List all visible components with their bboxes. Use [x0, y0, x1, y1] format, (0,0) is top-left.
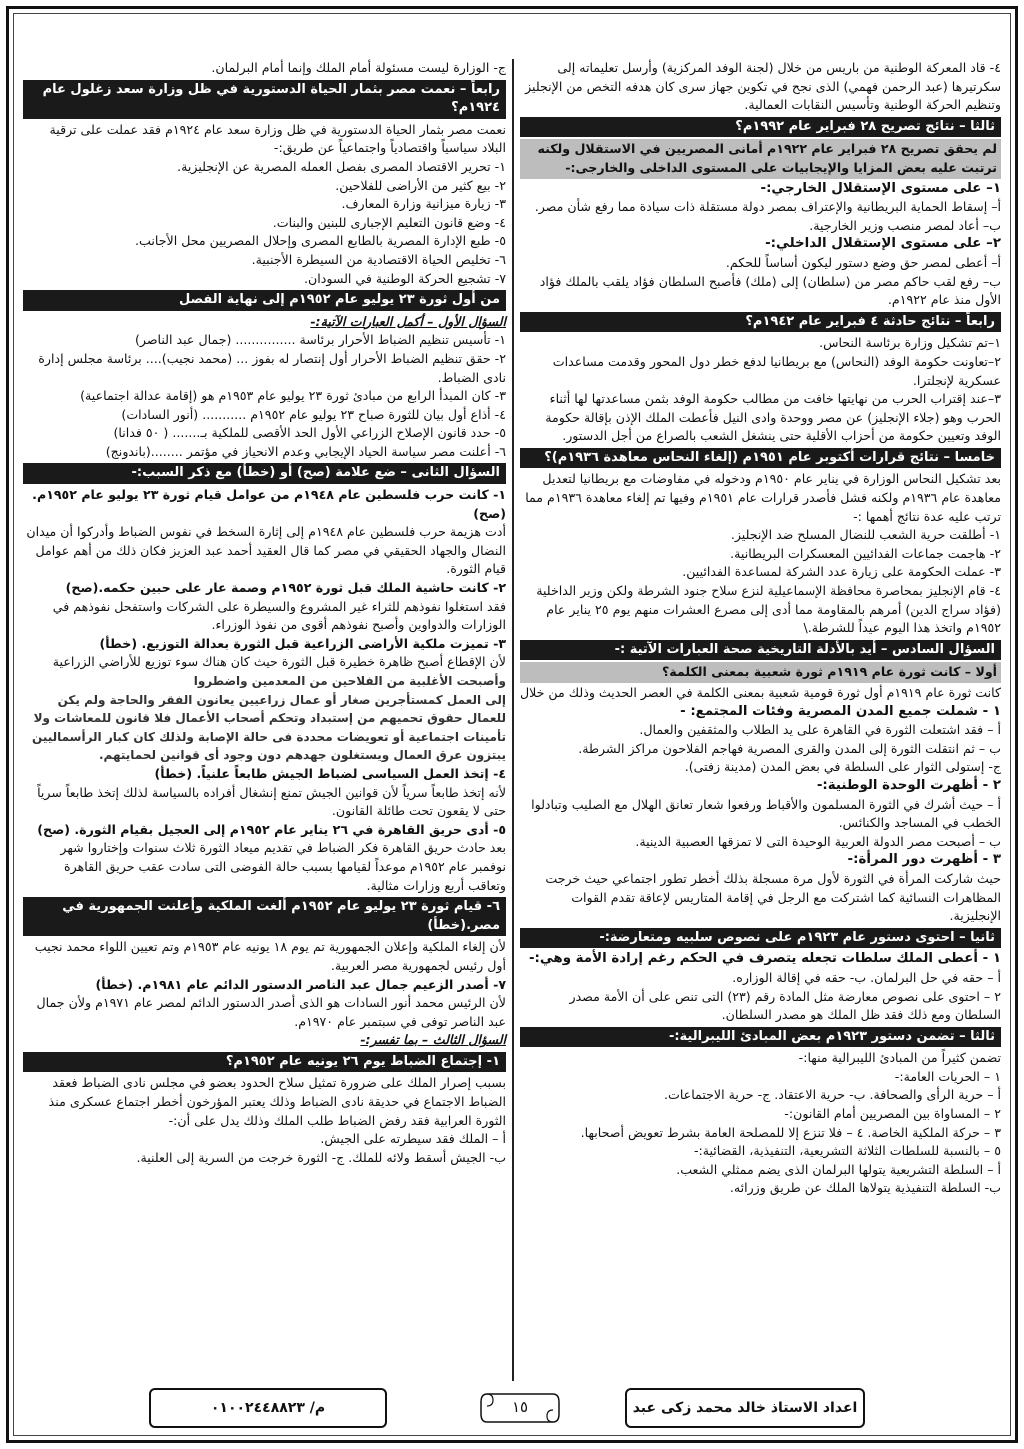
- left-column-line: رابعاً – نعمت مصر بثمار الحياة الدستورية في ظل وزارة سعد زغلول عام ١٩٢٤م؟: [23, 80, 506, 119]
- left-column-line: ١- كانت حرب فلسطين عام ١٩٤٨م من عوامل قيام ثورة ٢٣ يوليو عام ١٩٥٢م.(صح): [32, 487, 506, 521]
- right-column-line: ٣- عملت الحكومة على زيارة عدد الشركة لمساعدة الفدائيين.: [682, 564, 1001, 580]
- phone-box: [149, 1388, 387, 1428]
- right-column-line: ب – ثم انتقلت الثورة إلى المدن والقرى المصرية فهاجم الفلاحون مراكز الشرطة.: [578, 740, 1001, 756]
- left-column-line: ٢- كانت حاشية الملك قبل ثورة ١٩٥٢م وصمة عار على حبين حكمه.(صح): [65, 580, 506, 596]
- left-column-line: لأنه إتخذ طابعاً سرياً لأن قوانين الجيش تمنع إنشغال أفراده بالسياسة لذلك إتخذ طابعاً سرياً حتى لا يقعون تحت طائلة القانون.: [37, 784, 506, 819]
- right-column-line: ثالثا – نتائج تصريح ٢٨ فبراير عام ١٩٩٢م؟: [520, 117, 1001, 138]
- left-column-line: أدت هزيمة حرب فلسطين عام ١٩٤٨م إلى إثارة السخط في نفوس الضباط وأدركوا أن ميدان النضال والجهاد الحقيقي في مصر كما قال العقيد أحمد عبد العزيز فكان ذلك من أهم عوامل قيام الثورة.: [26, 524, 506, 577]
- right-column-line: ٢–تعاونت حكومة الوفد (النحاس) مع بريطانيا لدفع خطر دول المحور وقدمت مساعدات عسكرية لإنجلترا.: [552, 353, 1001, 388]
- right-column-line: كانت ثورة عام ١٩١٩م أول ثورة قومية شعبية بمعنى الكلمة في العصر الحديث وذلك من خلال: [519, 685, 1001, 700]
- left-column-line: ج- الوزارة ليست مسئولة أمام الملك وإنما أمام البرلمان.: [211, 60, 506, 75]
- left-column-line: لأن الإقطاع أصبح ظاهرة خطيرة قبل الثورة حيث كان هناك سوء توزيع للأراضي الزراعية: [52, 654, 506, 670]
- author-name: اعداد الاستاذ خالد محمد زكى عبد: [632, 1400, 858, 1416]
- right-column-line: ثالثا – تضمن دستور ١٩٢٣م بعض المبادئ الليبرالية:-: [520, 1027, 1001, 1048]
- right-column-line: بعد تشكيل النحاس الوزارة في يناير عام ١٩٥٠م ودخوله في مفاوضات مع بريطانيا لتعديل معاهدة عام ١٩٣٦م ولكنه فشل فأصدر قرارات عام ١٩٥١م وفيها تم إلغاء معاهدة ١٩٣٦م مما ترتب عليه عدة نتائج أهمها :-: [525, 471, 1001, 524]
- left-column-line: السؤال الثانى – ضع علامة (صح) أو (خطأ) مع ذكر السبب:-: [23, 463, 506, 484]
- author-box: [625, 1388, 865, 1428]
- left-column-line: ٣- زيارة ميزانية وزارة المعارف.: [341, 196, 506, 212]
- right-column-line: ٢ - أظهرت الوحدة الوطنية:-: [816, 777, 1001, 793]
- right-column: [512, 59, 1007, 1381]
- left-column-line: ٧- تشجيع الحركة الوطنية في السودان.: [303, 270, 506, 286]
- left-column-line: بعد حادث حريق القاهرة فكر الضباط في تقديم ميعاد الثورة ثلاث سنوات وإختاروا شهر نوفمبر عام ١٩٥٢م موعداً لقيامها بسبب حالة الفوضى التى سادت عقب حريق القاهرة وتعاقب أربع وزارات مثالية.: [60, 840, 506, 893]
- right-column-line: ٤- قاد المعركة الوطنية من باريس من خلال (لجنة الوفد المركزية) وأرسل تعليماته إلى سكرتيرها (عبد الرحمن فهمي) الذى نجح في تكوين جهاز سرى كان هدفه التخص من الإنجليز وتنظيم الحركة الوطنية وتأسيس النقابات العمالية.: [525, 60, 1001, 113]
- left-column-line: ١- تحرير الاقتصاد المصرى بفصل العمله المصرية عن الإنجليزية.: [177, 158, 506, 174]
- right-column-line: رابعاً – نتائج حادثة ٤ فبراير عام ١٩٤٢م؟: [520, 312, 1001, 333]
- left-column-line: ٦- تخليص الحياة الاقتصادية من السيطرة الأجنبية.: [251, 251, 506, 267]
- two-column-body: [17, 59, 1007, 1381]
- right-column-line: أ– إسقاط الحماية البريطانية والإعتراف بمصر دولة مستقلة ذات سيادة مما رفع شأن مصر.: [534, 199, 1001, 215]
- left-column-line: ب- الجيش أسقط ولائه للملك. ج- الثورة خرجت من السرية إلى العلنية.: [136, 1149, 506, 1165]
- left-column-line: ٦- قيام ثورة ٢٣ يوليو عام ١٩٥٢م ألغت الملكية وأعلنت الجمهورية في مصر.(خطأ): [23, 897, 506, 936]
- left-column-line: لأن الرئيس محمد أنور السادات هو الذى أصدر الدستور الدائم لمصر عام ١٩٧١م ولأن جمال عبد الناصر توفى في سبتمبر عام ١٩٧٠م.: [36, 995, 506, 1029]
- left-column-line: ٤- أذاع أول بيان للثورة صباح ٢٣ يوليو عام ١٩٥٢م ........... (أنور السادات): [121, 406, 506, 422]
- right-column-line: ج- إستولى الثوار على السلطة في بعض المدن (مدينة زفتى).: [684, 759, 1001, 775]
- phone-number: م/ ٠١٠٠٢٤٤٨٨٢٣: [210, 1400, 326, 1416]
- left-column-line: السؤال الأول – أكمل العبارات الآتية:-: [310, 313, 506, 329]
- left-column-line: ٥- أدى حريق القاهرة في ٢٦ يناير عام ١٩٥٢م إلى العجيل بقيام الثورة. (صح): [37, 821, 506, 837]
- worksheet-page: [6, 6, 1018, 1443]
- right-column-line: حيث شاركت المرأة في الثورة لأول مرة مسجلة بذلك أخطر تطور اجتماعي حيث خرجت المظاهرات النسائية كما اشتركت مع الرجل في إقامة المتاريس لإعاقة تقدم القوات الإنجليزية.: [545, 870, 1001, 924]
- right-column-line: ٢ – المساواة بين المصريين أمام القانون:-: [784, 1106, 1001, 1122]
- left-column-line: ٣- تميزت ملكية الأراضى الزراعية قبل الثورة بعدالة التوزيع. (خطأ): [99, 635, 506, 651]
- page-number-scroll: [477, 1388, 563, 1428]
- left-column-line: فقد استغلوا نفوذهم للثراء غير المشروع والسيطرة على الشركات واستفحل نفوذهم في الوزارات والدواوين وأصبح نفوذهم أقوى من نفوذ الوزراء.: [52, 598, 506, 633]
- right-column-line: ثانيا – احتوى دستور عام ١٩٢٣م على نصوص سلبيه ومتعارضة:-: [520, 928, 1001, 949]
- left-column-line: إلى العمل كمستأجرين صغار أو عمال زراعيين يعانون الفقر والحاجة ولم يكن للعمال حقوق تحميهم من إستبداد وتحكم أصحاب الأعمال فلا قانون للمعاشات ولا تأمينات اجتماعية أو تعويضات محددة فى حالة الإصابة ولذلك كان كبار الرأسماليين يبتزون عرق العمال ويستغلون جهدهم دون وجود أى قوانين لحمايتهم.: [32, 692, 506, 763]
- left-column-line: ٢- حقق تنظيم الضباط الأحرار أول إنتصار له بفوز ... (محمد نجيب).... برئاسة مجلس إدارة نادى الضباط.: [38, 350, 506, 385]
- left-column-line: لأن إلغاء الملكية وإعلان الجمهورية تم يوم ١٨ يونيه عام ١٩٥٣م وتم تعيين اللواء محمد نجيب أول رئيس لجمهورية مصر العربية.: [34, 939, 506, 973]
- right-column-line: تضمن كثيراً من المبادئ الليبرالية منها:-: [798, 1050, 1001, 1066]
- left-column-line: ٤- وضع قانون التعليم الإجبارى للبنين والبنات.: [272, 214, 506, 230]
- right-column-line: أ – حيث أشرك في الثورة المسلمون والأقباط ورفعوا شعار تعانق الهلال مع الصليب وتبادلوا الخطب في المساجد والكنائس.: [531, 796, 1001, 831]
- left-column-line: ٥- حدد قانون الإصلاح الزراعي الأول الحد الأقصى للملكية بـ....... ( ٥٠ فدانا): [113, 425, 506, 441]
- right-column-line: ٢- هاجمت جماعات الفدائيين المعسكرات البريطانية.: [730, 545, 1001, 561]
- page-number: ١٥: [511, 1398, 529, 1416]
- right-column-line: أ – حقه في حل البرلمان. ب- حقه في إقالة الوزاره.: [732, 969, 1001, 985]
- left-column-line: ٤- إتخذ العمل السياسى لضباط الجيش طابعاً علنياً. (خطأ): [154, 765, 506, 781]
- right-column-line: ٢– على مستوى الإستقلال الداخلي:-: [765, 236, 1001, 252]
- right-column-line: أ – السلطة التشريعية يتولها البرلمان الذى يضم ممثلي الشعب.: [676, 1161, 1001, 1177]
- right-column-line: ٣ - أظهرت دور المرأة:-: [847, 852, 1001, 868]
- right-column-line: ١ – الحريات العامة:-: [894, 1068, 1001, 1084]
- right-column-line: ٤- قام الإنجليز بمحاصرة محافظة الإسماعيلية لنزع سلاح جنود الشرطة ولكن وزير الداخلية (فؤاد سراج الدين) أمرهم بالمقاومة مما أدى إلى مصرع العشرات منهم يوم ٢٥ يناير عام ١٩٥٢م واتخذ هذا اليوم عيداً للشرطة.\: [536, 583, 1001, 636]
- left-column: [17, 59, 512, 1381]
- right-column-line: ١– على مستوى الإستقلال الخارجي:-: [760, 180, 1001, 196]
- right-column-line: أ – حرية الرأى والصحافة. ب- حرية الاعتقاد. ج- حرية الاجتماعات.: [663, 1087, 1001, 1103]
- left-column-line: ٥- طبع الإدارة المصرية بالطابع المصرى وإحلال المصريين محل الأجانب.: [135, 233, 506, 249]
- page-footer: [9, 1388, 1015, 1430]
- right-column-line: ب– أعاد لمصر منصب وزير الخارجية.: [809, 217, 1001, 233]
- left-column-line: نعمت مصر بثمار الحياة الدستورية في ظل وزارة سعد عام ١٩٢٤م فقد عملت على ترقية البلاد سياسياً واقتصادياً واجتماعياً عن طريق:-: [49, 121, 506, 156]
- right-column-line: خامسا – نتائج قرارات أكتوبر عام ١٩٥١م (إلغاء النحاس معاهدة ١٩٣٦م)؟: [520, 448, 1001, 469]
- right-column-line: ب- السلطة التنفيذية يتولاها الملك عن طريق وزرائه.: [729, 1180, 1001, 1196]
- right-column-line: ١ - شملت جميع المدن المصرية وفئات المجتمع: -: [680, 703, 1001, 719]
- left-column-line: أ – الملك فقد سيطرته على الجيش.: [320, 1131, 506, 1147]
- right-column-line: أ– أعطى لمصر حق وضع دستور ليكون أساساً للحكم.: [725, 254, 1001, 270]
- left-column-line: ٧- أصدر الزعيم جمال عبد الناصر الدستور الدائم عام ١٩٨١م. (خطأ): [95, 976, 506, 992]
- left-column-line: ٣- كان المبدأ الرابع من مبادئ ثورة ٢٣ يوليو عام ١٩٥٣م هو (إقامة عدالة اجتماعية): [80, 388, 506, 404]
- left-column-line: ٦- أعلنت مصر سياسة الحياد الإيجابي وعدم الانحياز في مؤتمر ........(باندونج): [105, 443, 506, 459]
- left-column-line: وأصبحت الأغلبية من الفلاحين من المعدمين واضطروا: [193, 674, 506, 688]
- right-column-line: ١–تم تشكيل وزارة برئاسة النحاس.: [819, 335, 1001, 351]
- left-column-line: السؤال الثالث – بما تفسر:-: [360, 1032, 506, 1048]
- right-column-line: ٢ – احتوى على نصوص معارضة مثل المادة رقم (٢٣) التى تنص على أن الأمة مصدر السلطان ومع ذلك فقد ظل الملك هو مصدر السلطان.: [569, 988, 1001, 1023]
- right-column-line: ٣ – حركة الملكية الخاصة. ٤ – فلا تنزع إلا للمصلحة العامة بشرط تعويض أصحابها.: [580, 1124, 1001, 1140]
- right-column-line: ١- أطلقت حرية الشعب للنضال المسلح ضد الإنجليز.: [730, 527, 1001, 543]
- right-column-line: لم يحقق تصريح ٢٨ فبراير عام ١٩٢٢م أمانى المصريين في الاستقلال ولكنه ترتبت عليه بعض المزايا والإيجابيات على المستوى الداخلى والخارجى:-: [520, 139, 1001, 178]
- right-column-line: ٣–عند إقتراب الحرب من نهايتها خافت من مطالب حكومة الوفد بثمن مساعدتها لها أثناء الحرب وهو (جلاء الإنجليز) عن مصر ووحدة وادى النيل فأعطت الملك الإذن بإقالة حكومة الوفد وتعيين حكومة من أحزاب الأقلية حتى ينشغل الشعب بالصراع من أجل الدستور.: [545, 391, 1001, 444]
- left-column-line: ١- تأسيس تنظيم الضباط الأحرار برئاسة ............... (جمال عبد الناصر): [134, 332, 506, 348]
- right-column-line: ٥ – بالنسبة للسلطات الثلاثة التشريعية، التنفيذية، القضائية:-: [693, 1143, 1001, 1159]
- right-column-line: ١ - أعطى الملك سلطات تجعله يتصرف في الحكم رغم إرادة الأمة وهي:-: [528, 951, 1001, 967]
- left-column-line: من أول ثورة ٢٣ يوليو عام ١٩٥٢م إلى نهاية الفصل: [23, 290, 506, 311]
- right-column-line: السؤال السادس – أيد بالأدلة التاريخية صحة العبارات الآتية :-: [520, 640, 1001, 661]
- right-column-line: ب– رفع لقب حاكم مصر من (سلطان) إلى (ملك) فأصبح السلطان فؤاد يلقب بالملك فؤاد الأول منذ عام ١٩٢٢م.: [539, 273, 1001, 308]
- left-column-line: ١- إجتماع الضباط يوم ٢٦ يونيه عام ١٩٥٢م؟: [23, 1052, 506, 1073]
- left-column-line: بسبب إصرار الملك على ضرورة تمثيل سلاح الحدود بعضو في مجلس نادى الضباط فعقد الضباط الاجتماع في حديقة نادى الضباط وذلك يعتبر المؤرخون أخطر اجتماع عسكرى منذ الثورة العرابية فقد رفض الضباط طلب الملك وذلك يدل على أن:-: [48, 1075, 506, 1128]
- left-column-line: ٢- بيع كثير من الأراضى للفلاحين.: [335, 177, 506, 193]
- right-column-line: أولا – كانت ثورة عام ١٩١٩م ثورة شعبية بمعنى الكلمة؟: [520, 662, 1001, 683]
- right-column-line: ب – أصبحت مصر الدولة العربية الوحيدة التى لا تمزقها العصبية الدينية.: [635, 833, 1001, 849]
- right-column-line: أ – فقد اشتعلت الثورة في القاهرة على يد الطلاب والمثقفين والعمال.: [639, 722, 1001, 738]
